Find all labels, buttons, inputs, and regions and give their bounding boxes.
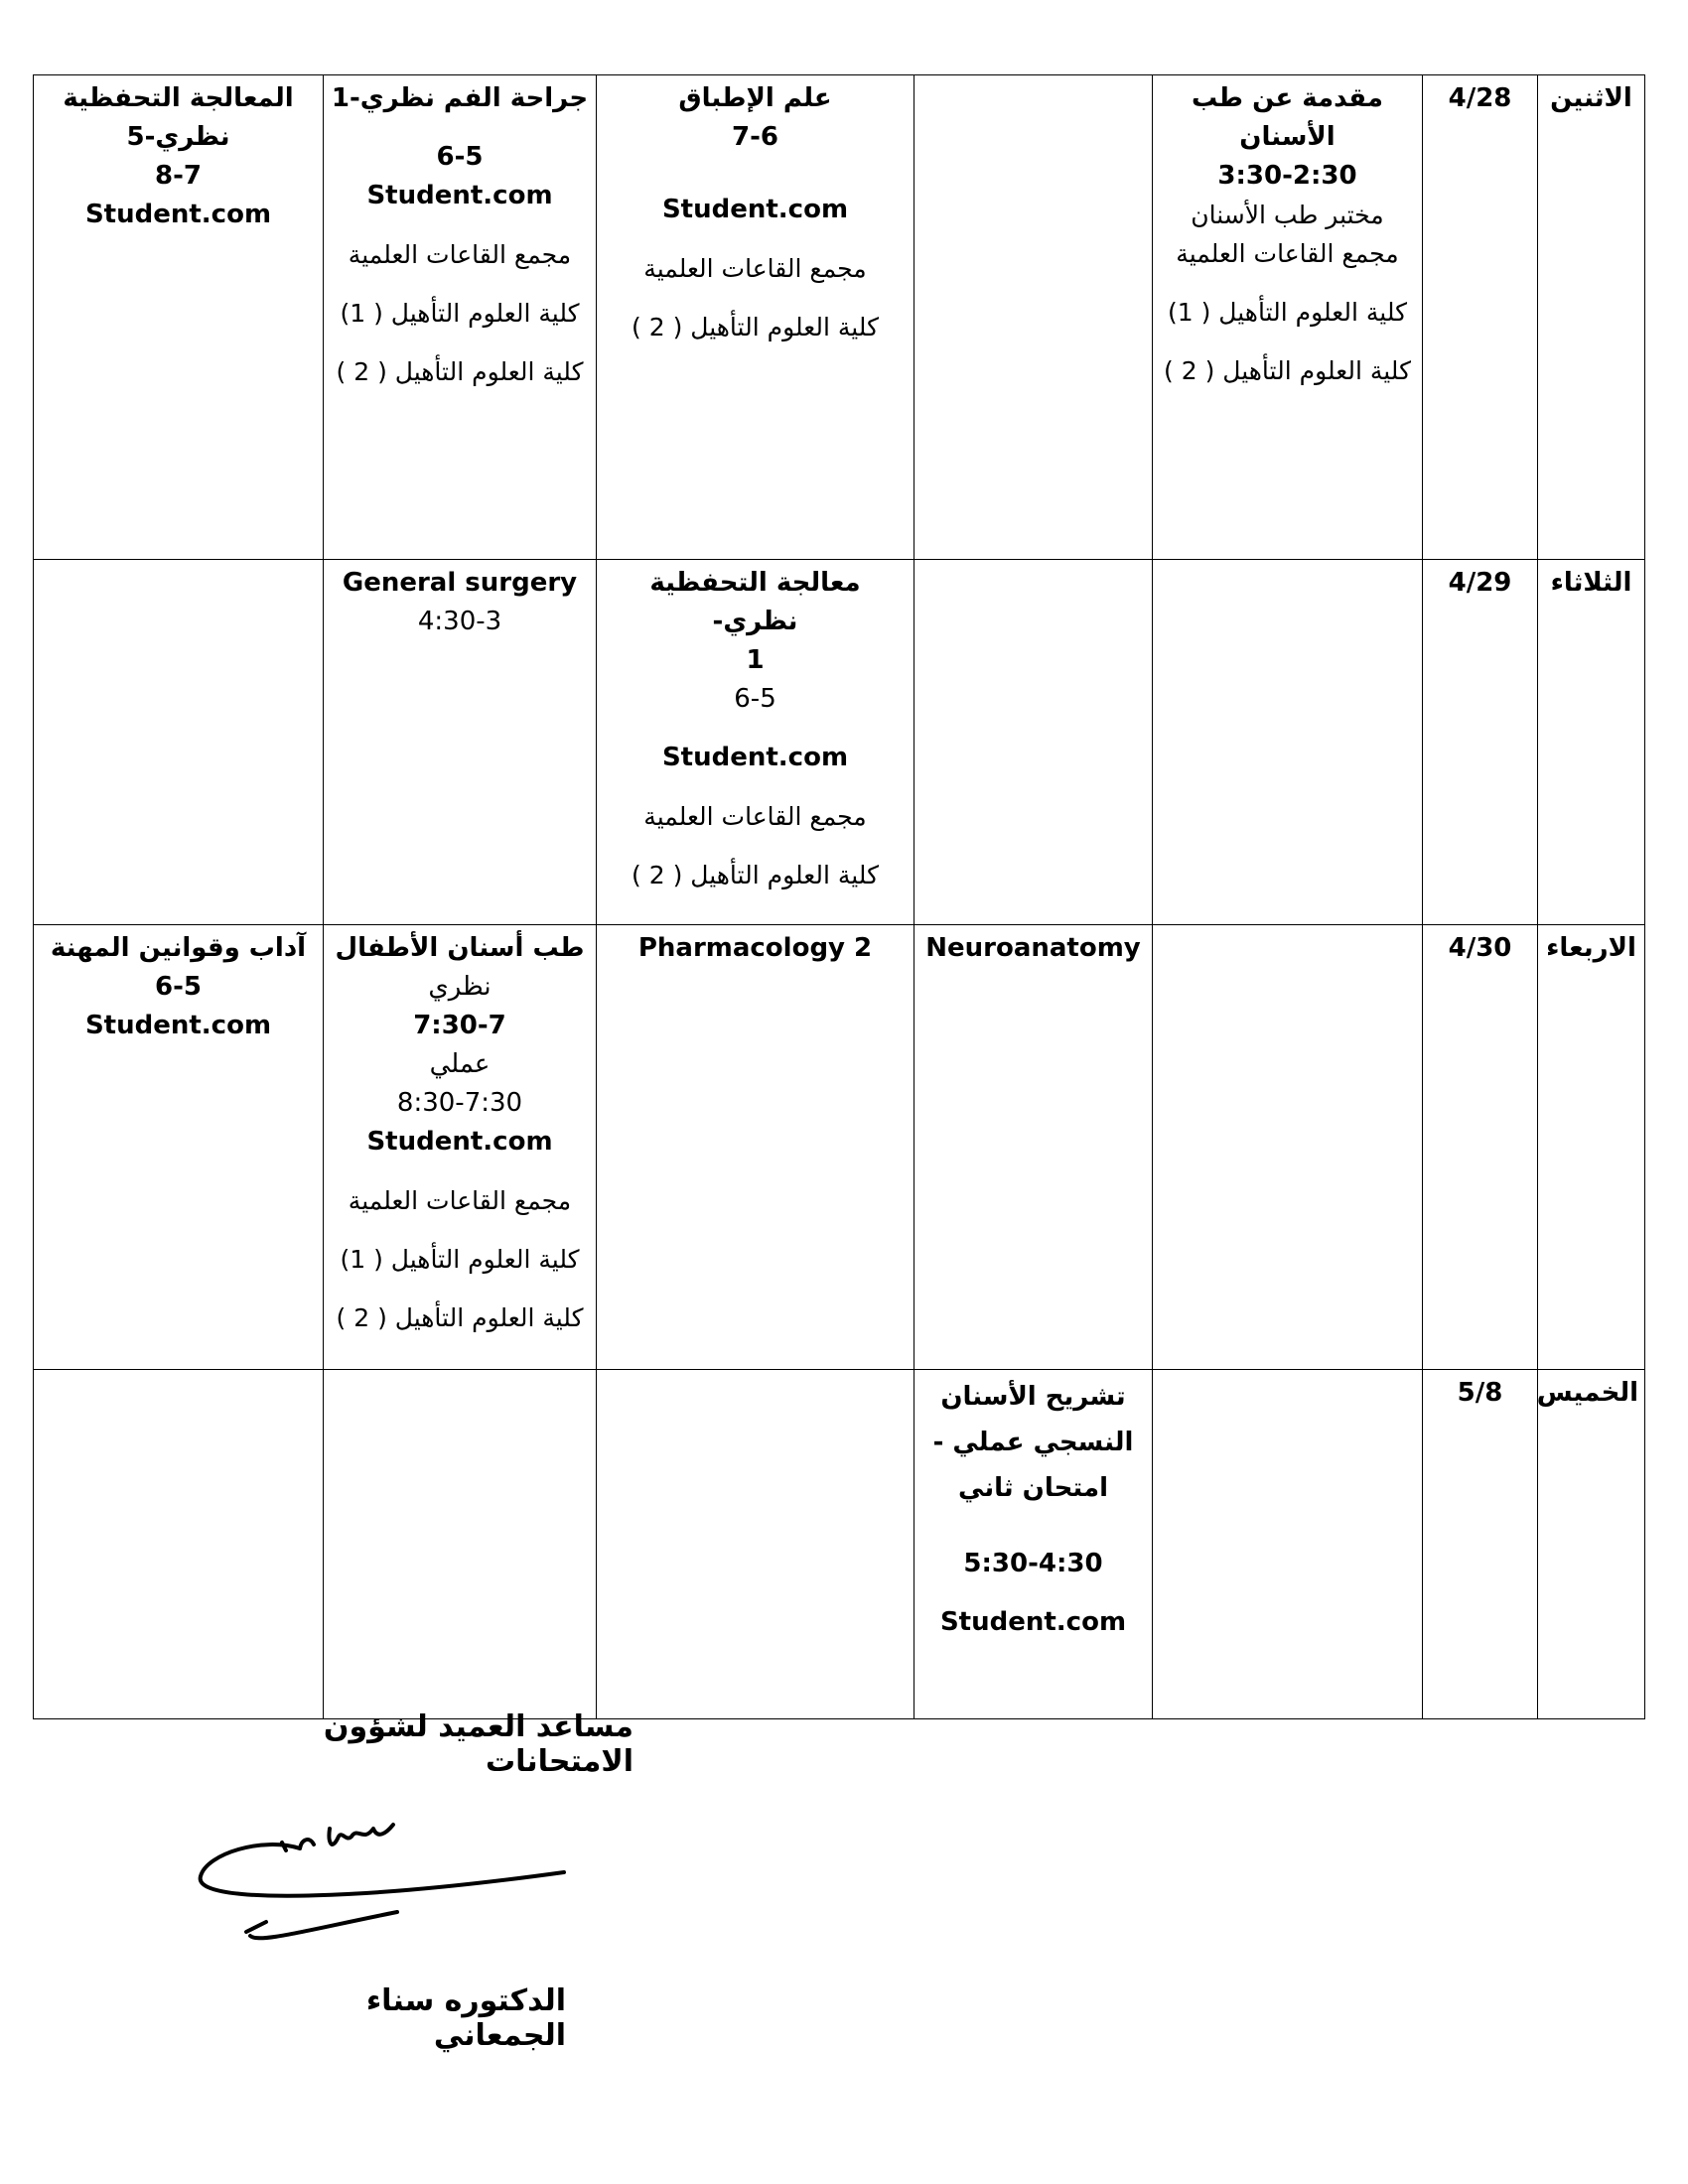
- course-title: تشريح الأسنان: [940, 1382, 1126, 1412]
- exam-time: 3:30-2:30: [1217, 161, 1357, 191]
- exam-time: 8:30-7:30: [396, 1088, 523, 1118]
- exam-site: Student.com: [366, 1127, 553, 1157]
- schedule-row: [34, 925, 1645, 1370]
- exam-cell: [324, 560, 597, 925]
- exam-cell: [34, 925, 324, 1370]
- signature-image: [189, 1799, 586, 1958]
- exam-cell: [1153, 925, 1423, 1370]
- date-cell: 4/30: [1423, 925, 1538, 1370]
- course-title: امتحان ثاني: [958, 1473, 1108, 1503]
- student-group: كلية العلوم التأهيل ( 2 ): [632, 861, 879, 889]
- exam-cell: [597, 1370, 914, 1719]
- date-cell: 4/28: [1423, 75, 1538, 560]
- exam-cell: [34, 560, 324, 925]
- exam-cell: [34, 1370, 324, 1719]
- course-title: المعالجة التحفظية: [63, 83, 294, 113]
- student-group: كلية العلوم التأهيل ( 2 ): [632, 313, 879, 341]
- schedule-row: [34, 75, 1645, 560]
- exam-site: Student.com: [661, 195, 849, 224]
- exam-cell: [914, 925, 1153, 1370]
- course-title: طب أسنان الأطفال: [335, 933, 585, 963]
- schedule-row: [34, 1370, 1645, 1719]
- exam-time: 7-6: [732, 122, 778, 152]
- student-group: كلية العلوم التأهيل ( 2 ): [336, 1303, 584, 1332]
- exam-time: 7:30-7: [413, 1011, 506, 1040]
- exam-site: Student.com: [661, 743, 849, 772]
- student-group: كلية العلوم التأهيل ( 2 ): [336, 357, 584, 386]
- student-group: كلية العلوم التأهيل ( 1): [340, 299, 580, 328]
- exam-cell: [597, 925, 914, 1370]
- course-title: جراحة الفم نظري-1: [331, 83, 589, 113]
- exam-location: مختبر طب الأسنان: [1191, 201, 1384, 229]
- day-cell: الاربعاء: [1538, 925, 1645, 1370]
- exam-type-label: نظري: [428, 972, 492, 1002]
- exam-time: 4:30-3: [417, 607, 502, 636]
- exam-cell: [324, 925, 597, 1370]
- exam-location: مجمع القاعات العلمية: [643, 802, 867, 831]
- exam-cell: [1153, 75, 1423, 560]
- exam-cell: [1153, 560, 1423, 925]
- student-group: كلية العلوم التأهيل ( 1): [1167, 298, 1408, 327]
- exam-cell: [914, 560, 1153, 925]
- exam-time: 8-7: [155, 161, 202, 191]
- exam-site: Student.com: [939, 1607, 1127, 1637]
- course-title: الأسنان: [1239, 122, 1336, 152]
- exam-cell: [914, 75, 1153, 560]
- exam-location: مجمع القاعات العلمية: [348, 1186, 572, 1215]
- exam-location: مجمع القاعات العلمية: [348, 240, 572, 269]
- exam-time: 6-5: [155, 972, 202, 1002]
- course-title: نظري-5: [126, 122, 230, 152]
- day-cell: الخميس: [1538, 1370, 1645, 1719]
- exam-cell: [324, 75, 597, 560]
- exam-site: Student.com: [366, 181, 553, 210]
- course-title: 1: [746, 645, 765, 675]
- exam-cell: [597, 560, 914, 925]
- course-title: النسجي عملي -: [932, 1428, 1134, 1457]
- exam-schedule-table: [33, 74, 1645, 1719]
- exam-cell: [597, 75, 914, 560]
- signatory-office: مساعد العميد لشؤون الامتحانات: [323, 1709, 633, 1779]
- student-group: كلية العلوم التأهيل ( 2 ): [1164, 356, 1411, 385]
- exam-cell: [1153, 1370, 1423, 1719]
- exam-location: مجمع القاعات العلمية: [1176, 239, 1399, 268]
- signatory-name: الدكتوره سناء الجمعاني: [365, 1983, 566, 2053]
- exam-site: Student.com: [84, 200, 272, 229]
- course-title: Pharmacology 2: [637, 933, 873, 963]
- date-cell: 4/29: [1423, 560, 1538, 925]
- exam-site: Student.com: [84, 1011, 272, 1040]
- exam-cell: [324, 1370, 597, 1719]
- date-cell: 5/8: [1423, 1370, 1538, 1719]
- exam-location: مجمع القاعات العلمية: [643, 254, 867, 283]
- exam-time: 6-5: [436, 142, 484, 172]
- exam-type-label: عملي: [429, 1049, 491, 1079]
- day-cell: الثلاثاء: [1538, 560, 1645, 925]
- exam-cell: [34, 75, 324, 560]
- course-title: General surgery: [342, 568, 578, 598]
- course-title: آداب وقوانين المهنة: [50, 933, 307, 963]
- schedule-row: [34, 560, 1645, 925]
- course-title: Neuroanatomy: [925, 933, 1141, 963]
- exam-time: 5:30-4:30: [963, 1549, 1103, 1578]
- exam-time: 6-5: [734, 684, 776, 714]
- exam-cell: [914, 1370, 1153, 1719]
- course-title: علم الإطباق: [678, 83, 832, 113]
- student-group: كلية العلوم التأهيل ( 1): [340, 1245, 580, 1274]
- day-cell: الاثنين: [1538, 75, 1645, 560]
- course-title: مقدمة عن طب: [1192, 83, 1383, 113]
- course-title: معالجة التحفظية نظري-: [649, 568, 861, 636]
